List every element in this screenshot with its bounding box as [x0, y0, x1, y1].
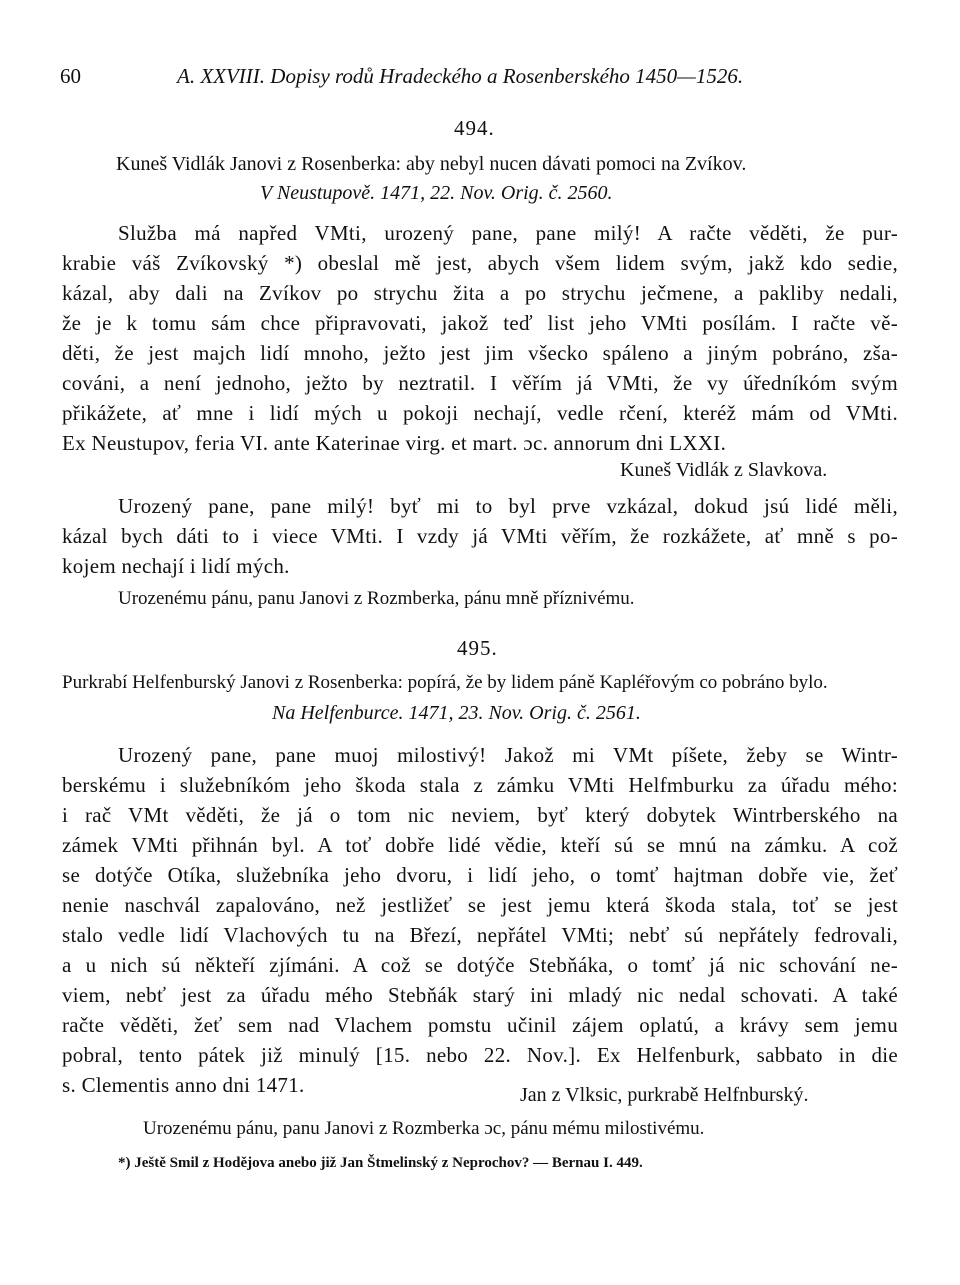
text-line: krabie váš Zvíkovský *) obeslal mě jest, abych všem lidem svým, jakž kdo sedie,: [62, 251, 898, 275]
text-line: s. Clementis anno dni 1471.: [62, 1073, 305, 1097]
address-line: Urozenému pánu, panu Janovi z Rozmberka, pánu mně příznivému.: [118, 588, 635, 609]
postscript-line: kojem nechají i lidí mých.: [62, 554, 290, 578]
postscript-line: Urozený pane, pane milý! byť mi to byl prve vzkázal, dokud jsú lidé měli,: [118, 494, 898, 518]
letter-number: 494.: [454, 116, 495, 140]
text-line: a u nich sú někteří zjímáni. A což se dotýče Stebňáka, o tomť já nic schování ne-: [62, 953, 898, 977]
text-line: děti, že jest majch lidí mnoho, ježto jest jim všecko spáleno a jiným pobráno, zša-: [62, 341, 898, 365]
address-line: Urozenému pánu, panu Janovi z Rozmberka ɔc, pánu mému milostivému.: [143, 1118, 705, 1139]
text-line: cováni, a není jednoho, ježto by neztratil. I věřím já VMti, že vy úředníkóm svým: [62, 371, 898, 395]
letter-number: 495.: [457, 636, 498, 660]
text-line: nenie naschvál zapalováno, než jestližeť se jest jemu která škoda stala, toť se jest: [62, 893, 898, 917]
text-line: že je k tomu sám chce připravovati, jakož teď list jeho VMti posílám. I račte vě-: [62, 311, 898, 335]
text-line: stalo vedle lidí Vlachových tu na Březí, nepřátel VMti; nebť sú nepřátely fedrovali,: [62, 923, 898, 947]
letter-summary: Kuneš Vidlák Janovi z Rosenberka: aby nebyl nucen dávati pomoci na Zvíkov.: [116, 153, 747, 175]
running-title: A. XXVIII. Dopisy rodů Hradeckého a Rosenberského 1450—1526.: [177, 64, 744, 88]
text-line: i rač VMt věděti, že já o tom nic neviem, byť který dobytek Wintrberského na: [62, 803, 898, 827]
text-line: Urozený pane, pane muoj milostivý! Jakož mi VMt píšete, žeby se Wintr-: [118, 743, 898, 767]
text-line: se dotýče Otíka, služebníka jeho dvoru, i lidí jeho, o tomť hajtman dobře vie, žeť: [62, 863, 898, 887]
footnote: *) Ještě Smil z Hodějova anebo již Jan Štmelinský z Neprochov? — Bernau I. 449.: [118, 1155, 643, 1171]
signature: Kuneš Vidlák z Slavkova.: [620, 459, 828, 481]
text-line: viem, nebť jest za úřadu mého Stebňák starý ini mladý nic nedal schovati. A také: [62, 983, 898, 1007]
text-line: zámek VMti přihnán byl. A toť dobře lidé vědie, kteří sú se mnú na zámku. A což: [62, 833, 898, 857]
letter-place-date: Na Helfenburce. 1471, 23. Nov. Orig. č. 2561.: [272, 702, 641, 724]
letter-place-date: V Neustupově. 1471, 22. Nov. Orig. č. 2560.: [260, 182, 613, 204]
postscript-line: kázal bych dáti to i viece VMti. I vzdy já VMti věřím, že rozkážete, ať mně s po-: [62, 524, 898, 548]
signature: Jan z Vlksic, purkrabě Helfnburský.: [520, 1084, 809, 1106]
text-line: račte věděti, žeť sem nad Vlachem pomstu učinil zájem oplatú, a krávy sem jemu: [62, 1013, 898, 1037]
text-line: přikážete, ať mne i lidí mých u pokoji nechají, vedle rčení, kteréž mám od VMti.: [62, 401, 898, 425]
text-line: berskému i služebníkóm jeho škoda stala z zámku VMti Helfmburku za úřadu mého:: [62, 773, 898, 797]
page-number: 60: [60, 64, 81, 88]
text-line: kázal, aby dali na Zvíkov po strychu žita a po strychu ječmene, a pakliby nedali,: [62, 281, 898, 305]
text-line: pobral, tento pátek již minulý [15. nebo 22. Nov.]. Ex Helfenburk, sabbato in die: [62, 1043, 898, 1067]
letter-summary: Purkrabí Helfenburský Janovi z Rosenberka: popírá, že by lidem páně Kapléřovým co pobráno bylo.: [62, 672, 828, 693]
text-line: Služba má napřed VMti, urozený pane, pane milý! A račte věděti, že pur-: [118, 221, 898, 245]
text-line: Ex Neustupov, feria VI. ante Katerinae virg. et mart. ɔc. annorum dni LXXI.: [62, 431, 727, 455]
